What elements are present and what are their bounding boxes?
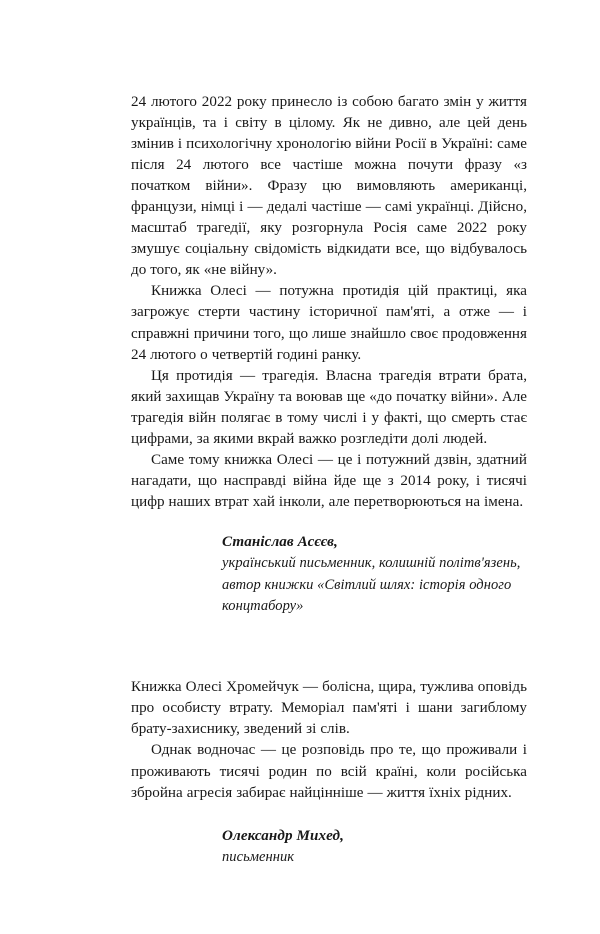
signature-author-name: Олександр Михед, <box>222 827 345 844</box>
signature-author-name: Станіслав Асєєв, <box>222 533 338 550</box>
paragraph: 24 лютого 2022 року принесло із собою багато змін у життя українців, та і світу в цілому. Як не дивно, але цей день змінив і психологічну хронологію війни Росії в Україні: саме після 24 лютого все частіше можна почути фразу «з початком війни». Фразу цю вимовляють американці, французи, німці і — дедалі частіше — самі українці. Дійсно, масштаб трагедії, яку розгорнула Росія саме 2022 року змушує соціальну свідомість відкидати все, що відбувалось до того, як «не війну». <box>131 94 527 279</box>
signature-author-role: український письменник, колишній політв'язень, автор книжки «Світлий шлях: історія одного концтабору» <box>222 555 521 615</box>
paragraph: Ця протидія — трагедія. Власна трагедія втрати брата, який захищав Україну та воював ще «до початку війни». Але трагедія війн полягає в тому числі і у факті, що смерть стає цифрами, за якими вкрай важко розгледіти долі людей. <box>131 367 527 447</box>
paragraph: Книжка Олесі Хромейчук — болісна, щира, тужлива оповідь про особисту втрату. Меморіал пам'яті і шани загиблому брату-захиснику, зведений зі слів. <box>131 679 527 738</box>
paragraph: Однак водночас — це розповідь про те, що проживали і проживають тисячі родин по всій країні, коли російська збройна агресія забирає найцінніше — життя їхніх рідних. <box>131 742 527 801</box>
section-separator <box>131 617 527 677</box>
endorsement-signature <box>131 826 527 869</box>
paragraph: Книжка Олесі — потужна протидія цій практиці, яка загрожує стерти частину історичної пам'яті, а отже — і справжні причини того, що лише знайшло своє продовження 24 лютого о четвертій годині ранку. <box>131 283 527 363</box>
endorsement-mykhed <box>131 677 527 868</box>
page-text-block <box>131 92 527 868</box>
signature-author-role: письменник <box>222 849 295 866</box>
paragraph: Саме тому книжка Олесі — це і потужний дзвін, здатний нагадати, що насправді війна йде ще з 2014 року, і тисячі цифр наших втрат хай інколи, але перетворюються на імена. <box>131 451 527 510</box>
endorsement-asieiev <box>131 92 527 617</box>
endorsement-signature <box>131 532 527 617</box>
